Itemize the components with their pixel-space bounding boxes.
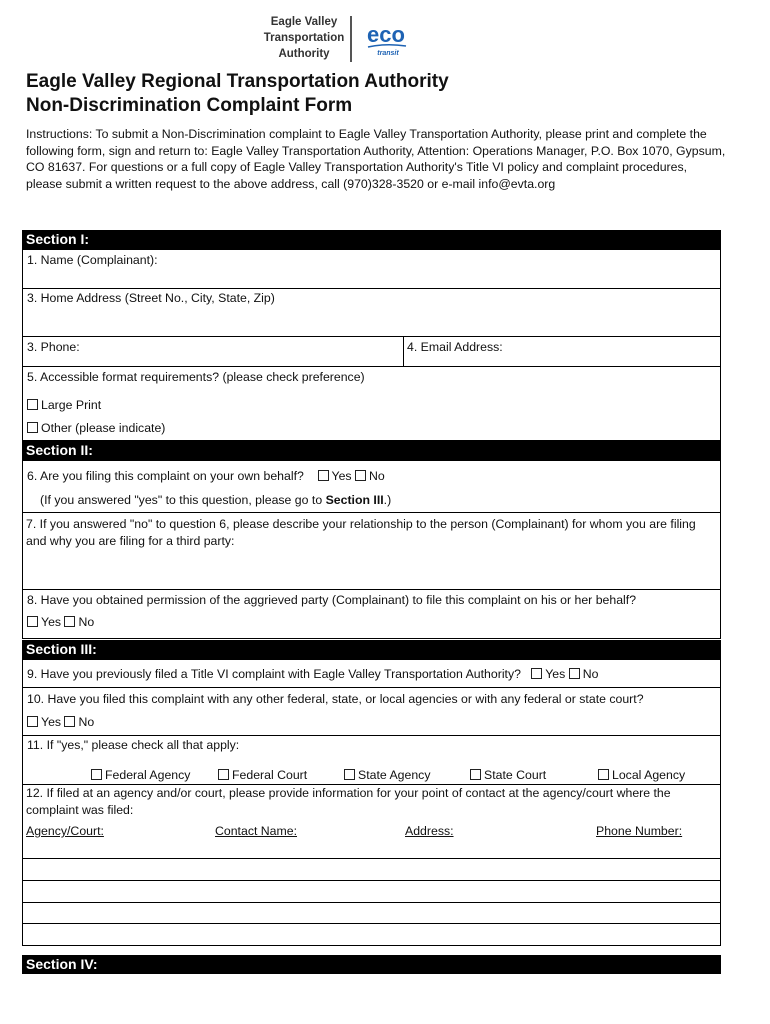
q10-options: Yes No [27, 714, 94, 730]
logo-brand-word: eco [367, 22, 405, 47]
accessible-format-label: 5. Accessible format requirements? (please check preference) [27, 370, 365, 384]
federal-agency-checkbox[interactable] [91, 769, 102, 780]
contact-row-3[interactable] [22, 902, 721, 924]
q6-no-checkbox[interactable] [355, 470, 366, 481]
q12-group [22, 784, 721, 859]
home-address-label: 3. Home Address (Street No., City, State, Zip) [27, 291, 275, 305]
instructions-text: Instructions: To submit a Non-Discrimination complaint to Eagle Valley Transportation Authority, please print and complete the following form, sign and return to: Eagle Valley Transportation Authority, Attention: Operations Manager, P.O. Box 1070, Gypsum, CO 81637. For questions or a full copy of Eagle Valley Transportation Authority's Title VI policy and complaint procedures, please submit a written request to the above address, call (970)328-3520 or e-mail info@evta.org [26, 127, 726, 191]
contact-row-2[interactable] [22, 880, 721, 903]
header-logo [252, 10, 422, 68]
q6-label: 6. Are you filing this complaint on your own behalf? Yes No [27, 469, 385, 483]
section-1-header: Section I: [22, 230, 721, 249]
phone-field[interactable] [22, 336, 404, 367]
q10-no-checkbox[interactable] [64, 716, 75, 727]
q7-label: 7. If you answered "no" to question 6, please describe your relationship to the person (Complainant) for whom you are filing and why you are filing for a third party: [26, 517, 696, 548]
other-format-checkbox[interactable] [27, 422, 38, 433]
q12-label: 12. If filed at an agency and/or court, please provide information for your point of contact at the agency/court where the complaint was filed: [26, 786, 671, 817]
logo-brand-sub: transit [377, 50, 399, 57]
q8-yes-checkbox[interactable] [27, 616, 38, 627]
q9-label: 9. Have you previously filed a Title VI complaint with Eagle Valley Transportation Authority? Yes No [27, 667, 599, 681]
federal-court-option[interactable]: Federal Court [218, 767, 307, 783]
section-4-header: Section IV: [22, 955, 721, 974]
q8-label: 8. Have you obtained permission of the aggrieved party (Complainant) to file this complaint on his or her behalf? [27, 593, 637, 607]
state-court-checkbox[interactable] [470, 769, 481, 780]
logo-divider [350, 16, 352, 62]
title-line-1: Eagle Valley Regional Transportation Authority [26, 71, 449, 92]
state-agency-checkbox[interactable] [344, 769, 355, 780]
q11-group [22, 735, 721, 785]
eco-transit-logo-icon [356, 18, 416, 62]
q6-group [22, 460, 721, 513]
section-2-header: Section II: [22, 441, 721, 460]
contact-row-4[interactable] [22, 923, 721, 946]
col-header-contact-name: Contact Name: [215, 824, 298, 838]
large-print-option[interactable]: Large Print [27, 397, 101, 413]
q11-label: 11. If "yes," please check all that apply: [27, 738, 240, 752]
local-agency-option[interactable]: Local Agency [598, 767, 685, 783]
state-court-option[interactable]: State Court [470, 767, 546, 783]
q7-field[interactable] [22, 512, 721, 590]
email-label: 4. Email Address: [407, 340, 503, 354]
q8-options: Yes No [27, 614, 94, 630]
title-line-2: Non-Discrimination Complaint Form [26, 95, 353, 116]
local-agency-checkbox[interactable] [598, 769, 609, 780]
home-address-field[interactable] [22, 288, 721, 337]
email-field[interactable] [403, 336, 721, 367]
accessible-format-group [22, 366, 721, 441]
col-header-agency-court: Agency/Court: [26, 824, 104, 838]
name-label: 1. Name (Complainant): [27, 253, 158, 267]
col-header-address: Address: [405, 824, 454, 838]
state-agency-option[interactable]: State Agency [344, 767, 430, 783]
q6-note: (If you answered "yes" to this question, please go to Section III.) [40, 493, 392, 507]
federal-agency-option[interactable]: Federal Agency [91, 767, 190, 783]
section-3-reference: Section III [325, 493, 384, 507]
large-print-checkbox[interactable] [27, 399, 38, 410]
q8-no-checkbox[interactable] [64, 616, 75, 627]
q10-label: 10. Have you filed this complaint with any other federal, state, or local agencies or with any federal or state court? [27, 692, 644, 706]
logo-org-name: Eagle Valley Transportation Authority [263, 16, 345, 60]
q9-no-checkbox[interactable] [569, 668, 580, 679]
section-3-header: Section III: [22, 640, 721, 659]
name-field[interactable] [22, 249, 721, 289]
phone-label: 3. Phone: [27, 340, 80, 354]
q9-group [22, 659, 721, 688]
q10-group [22, 687, 721, 736]
q6-yes-checkbox[interactable] [318, 470, 329, 481]
col-header-phone-number: Phone Number: [596, 824, 683, 838]
other-format-option[interactable]: Other (please indicate) [27, 420, 165, 436]
federal-court-checkbox[interactable] [218, 769, 229, 780]
q10-yes-checkbox[interactable] [27, 716, 38, 727]
q9-yes-checkbox[interactable] [531, 668, 542, 679]
page-title [26, 70, 449, 118]
q8-group [22, 589, 721, 639]
contact-row-1[interactable] [22, 858, 721, 881]
